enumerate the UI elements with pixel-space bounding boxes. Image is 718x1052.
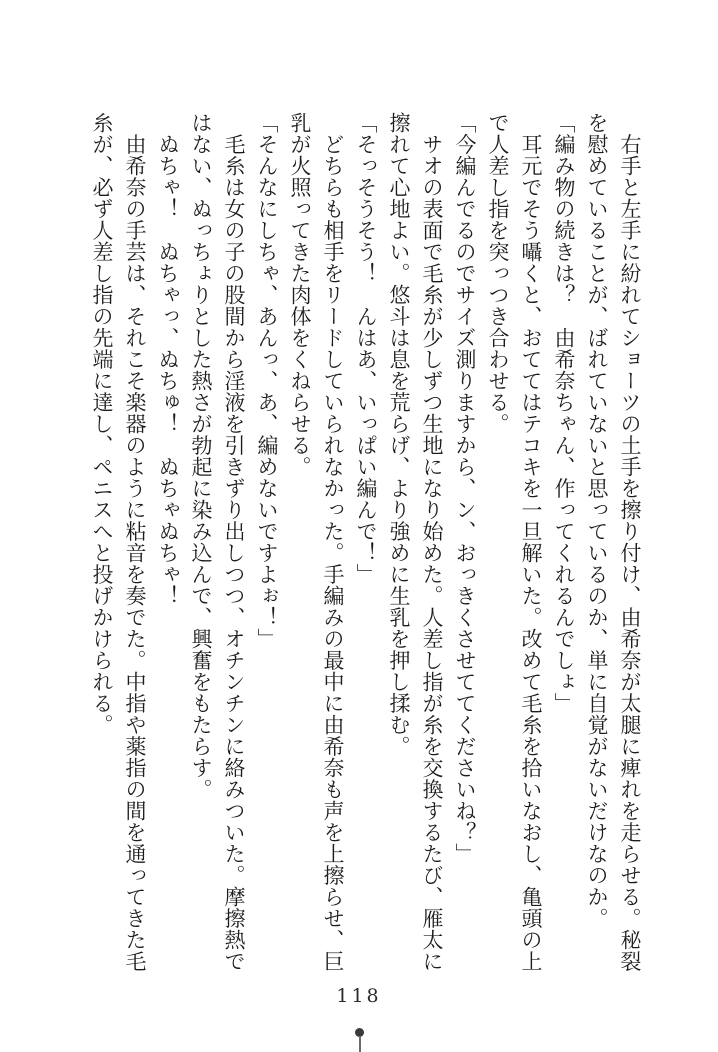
text-column: 毛糸は女の子の股間から淫液を引きずり出しつつ、オチンチンに絡みついた。摩擦熱で: [222, 112, 246, 972]
text-column: 「そっそうそう！ んはあ、いっぱい編んで！」: [354, 112, 378, 585]
bottom-center-mark-icon: [354, 1028, 365, 1050]
page-number: 118: [336, 985, 382, 1007]
text-column: ぬちゃ！ ぬちゃっ、ぬちゅ！ ぬちゃぬちゃ！: [156, 112, 180, 607]
text-column: 由希奈の手芸は、それこそ楽器のように粘音を奏でた。中指や薬指の間を通ってきた毛: [123, 112, 147, 972]
text-column: サオの表面で毛糸が少しずつ生地になり始めた。人差し指が糸を交換するたび、雁太に: [420, 112, 444, 972]
text-column: はない、ぬっちょりとした熱さが勃起に染み込んで、興奮をもたらす。: [189, 112, 213, 800]
text-column: 耳元でそう囁くと、おててはテコキを一旦解いた。改めて毛糸を拾いなおし、亀頭の上: [519, 112, 543, 972]
vertical-text-block: [85, 112, 646, 992]
text-column: 「編み物の続きは？ 由希奈ちゃん、作ってくれるんでしょ」: [552, 112, 576, 714]
text-column: 糸が、必ず人差し指の先端に達し、ペニスへと投げかけられる。: [90, 112, 114, 736]
text-column: 右手と左手に紛れてショーツの土手を擦り付け、由希奈が太腿に痺れを走らせる。秘裂: [618, 112, 642, 972]
text-column: 擦れて心地よい。悠斗は息を荒らげ、より強めに生乳を押し揉む。: [387, 112, 411, 757]
text-column: どちらも相手をリードしていられなかった。手編みの最中に由希奈も声を上擦らせ、巨: [321, 112, 345, 972]
text-column: 「そんなにしちゃ、あんっ、あ、編めないですよぉ！」: [255, 112, 279, 650]
text-column: を慰めていることが、ばれていないと思っているのか、単に自覚がないだけなのか。: [585, 112, 609, 929]
text-column: 乳が火照ってきた肉体をくねらせる。: [288, 112, 312, 478]
text-column: で人差し指を突っつき合わせる。: [486, 112, 510, 435]
text-column: 「今編んでるのでサイズ測りますから、ン、おっきくさせててくださいね？」: [453, 112, 477, 865]
